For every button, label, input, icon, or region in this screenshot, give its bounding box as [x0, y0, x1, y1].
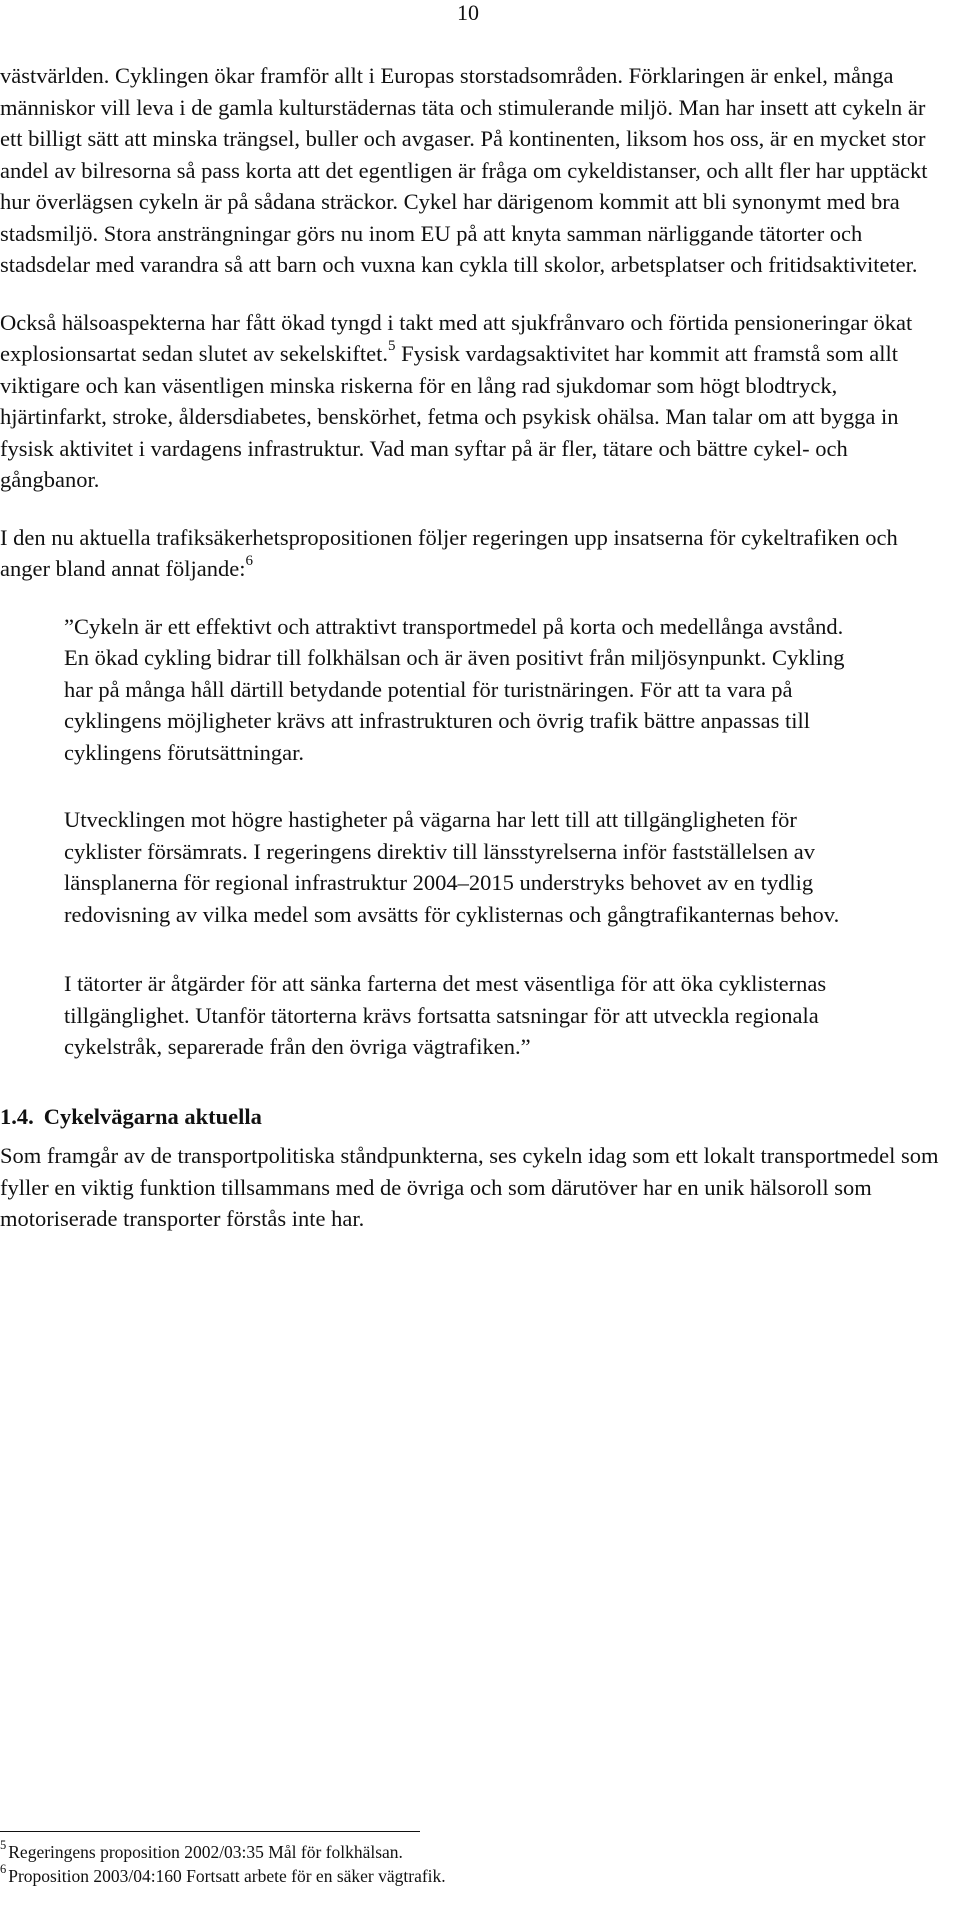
- body-text: [0, 60, 945, 1261]
- page-number: 10: [457, 0, 479, 25]
- quote-paragraph-2: Utvecklingen mot högre hastigheter på vägarna har lett till att tillgängligheten för cyklister försämrats. I regeringens direktiv till länsstyrelserna inför fastställelsen av länsplanerna för regional infrastruktur 2004–2015 understryks behovet av en tydlig redovisning av vilka medel som avsätts för cyklisternas och gångtrafikanternas behov.: [64, 807, 840, 927]
- footnote-5: [0, 1840, 900, 1864]
- paragraph-health-aspects: [0, 307, 945, 496]
- section-number: 1.4.: [0, 1103, 34, 1129]
- paragraph-cycling-europe: västvärlden. Cyklingen ökar framför allt i Europas storstadsområden. Förklaringen är enkel, många människor vill leva i de gamla kulturstädernas täta och stimulerande miljö. Man har insett att cykeln är ett billigt sätt att minska trängsel, buller och avgaser. På kontinenten, liksom hos oss, är en mycket stor andel av bilresorna så pass korta att det egentligen är fråga om cykeldistanser, och allt fler har upptäckt hur överlägsen cykeln är på sådana sträckor. Cykel har därigenom kommit att bli synonymt med bra stadsmiljö. Stora ansträngningar görs nu inom EU på att knyta samman närliggande tätorter och stadsdelar med varandra så att barn och vuxna kan cykla till skolor, arbetsplatser och fritidsaktiviteter.: [0, 63, 928, 277]
- footnote-ref-5: 5: [388, 337, 396, 354]
- section-body-paragraph: Som framgår av de transportpolitiska ståndpunkterna, ses cykeln idag som ett lokalt transportmedel som fyller en viktig funktion tillsammans med de övriga och som därutöver har en unik hälsoroll som motoriserade transporter förstås inte har.: [0, 1143, 939, 1231]
- paragraph-proposition-text: I den nu aktuella trafiksäkerhetspropositionen följer regeringen upp insatserna för cykeltrafiken och anger bland annat följande:: [0, 524, 898, 581]
- footnote-ref-6: 6: [245, 552, 254, 569]
- footnote-number: 6: [0, 1862, 7, 1877]
- paragraph-proposition-intro: [0, 522, 945, 585]
- footnotes: [0, 1840, 900, 1888]
- footnote-text: Regeringens proposition 2002/03:35 Mål för folkhälsan.: [8, 1842, 403, 1862]
- footnote-number: 5: [0, 1838, 7, 1853]
- footnote-separator: [0, 1831, 420, 1832]
- paragraph-health-text-start: Också hälsoaspekterna har fått ökad tyngd i takt med att sjukfrånvaro och förtida pensioneringar ökat explosionsartat sedan slutet av sekelskiftet.: [0, 309, 913, 366]
- quote-paragraph-1: ”Cykeln är ett effektivt och attraktivt transportmedel på korta och medellånga avstånd. En ökad cykling bidrar till folkhälsan och är även positivt från miljösynpunkt. Cykling har på många håll därtill betydande potential för turistnäringen. För att ta vara på cyklingens möjligheter krävs att infrastrukturen och övrig trafik bättre anpassas till cyklingens förutsättningar.: [64, 613, 845, 765]
- footnote-text: Proposition 2003/04:160 Fortsatt arbete för en säker vägtrafik.: [8, 1866, 446, 1886]
- quote-paragraph-3: I tätorter är åtgärder för att sänka farterna det mest väsentliga för att öka cyklisternas tillgänglighet. Utanför tätorterna krävs fortsatta satsningar för att utveckla regionala cykelstråk, separerade från den övriga vägtrafiken.”: [64, 971, 827, 1059]
- section-heading: [0, 1101, 945, 1133]
- section-title: Cykelvägarna aktuella: [43, 1103, 262, 1129]
- footnote-6: [0, 1864, 900, 1888]
- paragraph-health-text-end: Fysisk vardagsaktivitet har kommit att framstå som allt viktigare och kan väsentligen minska riskerna för en lång rad sjukdomar som högt blodtryck, hjärtinfarkt, stroke, åldersdiabetes, benskörhet, fetma och psykisk ohälsa. Man talar om att bygga in fysisk aktivitet i vardagens infrastruktur. Vad man syftar på är fler, tätare och bättre cykel- och gångbanor.: [0, 341, 899, 492]
